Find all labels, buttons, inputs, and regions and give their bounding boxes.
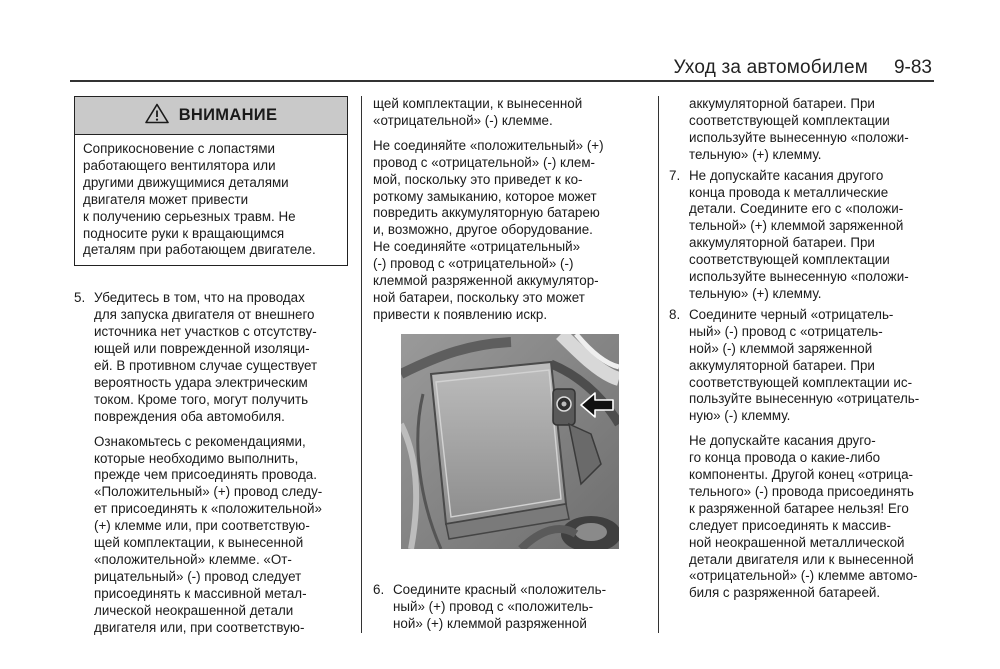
step-7 [669,168,947,303]
warning-header [75,97,347,135]
step-number: 5. [74,290,86,306]
continuation-text: аккумуляторной батареи. При соответствующей комплектации используйте вынесенную «положи- тельную» (+) клемму. [689,96,909,162]
step-5 [74,290,354,636]
step-8-text: Соедините черный «отрицатель- ный» (-) провод с «отрицатель- ной» (-) клеммой заряженной аккумуляторной батареи. При соответствующей комплектации ис- пользуйте вынесенную «отрицатель- ную» (-) клемму. [689,306,920,424]
column-divider [658,96,659,633]
page-number: 9-83 [893,57,932,78]
column-1 [74,96,354,636]
step-number: 6. [373,581,385,597]
section-title: Уход за автомобилем [673,57,868,78]
step-8-note: Не допускайте касания друго- го конца провода о какие-либо компоненты. Другой конец «отрица- тельного» (-) провода присоединять к разряженной батарее нельзя! Его следует присоединять к массив- ной неокрашенной металлической детали двигателя или к вынесенной «отрицательной» (-) клемме автомо- биля с разряженной батареей. [689,433,918,601]
engine-fuse-box-photo [401,334,619,549]
column-divider [361,96,362,633]
step-8 [669,307,947,602]
step-number: 8. [669,306,681,322]
warning-box [74,96,348,266]
step-6-text: Соедините красный «положитель- ный» (+) провод с «положитель- ной» (+) клеммой разряженной [393,581,607,631]
step-7-text: Не допускайте касания другого конца провода к металлические детали. Соедините его с «положи- тельной» (+) клеммой заряженной аккумуляторной батареи. При соответствующей комплектации используйте вынесенную «положи- тельную» (+) клемму. [689,167,909,301]
column-3 [669,96,947,602]
step-5-note: Ознакомьтесь с рекомендациями, которые необходимо выполнить, прежде чем присоединять провода. «Положительный» (+) провод следу- ет присоединять к «положительной» (+) клемме или, при соответствую- щей комплектации, к вынесенной «положительной» клемме. «От- рицательный» (-) провод следует присоединять к массивной метал- лической неокрашенной детали двигателя или, при соответствую- [94,433,323,635]
header-divider [70,80,934,82]
caution-text: Не соединяйте «положительный» (+) провод с «отрицательной» (-) клем- мой, поскольку это приведет к ко- роткому замыканию, которое может повредить аккумуляторную батарею и, возможно, другое оборудование. Не соединяйте «отрицательный» (-) провод с «отрицательной» (-) клеммой разряженной аккумулятор- ной батареи, поскольку это может привести к появлению искр. [373,137,604,322]
continuation-text: щей комплектации, к вынесенной «отрицательной» (-) клемме. [373,96,583,128]
warning-triangle-icon [145,103,169,129]
step-5-text: Убедитесь в том, что на проводах для запуска двигателя от внешнего источника нет участков с отсутству- ющей или поврежденной изоляци- ей. В противном случае существует вероятность удара электрическим током. Кроме того, могут получить повреждения оба автомобиля. [94,290,318,424]
step-6 [373,582,649,633]
step-number: 7. [669,167,681,183]
arrow-pointer-icon [579,390,615,420]
warning-title: ВНИМАНИЕ [178,106,278,125]
warning-text: Соприкосновение с лопастями работающего вентилятора или другими движущимися деталями двигателя может привести к получению серьезных травм. Не подносите руки к вращающимся деталям при работающем двигателе. [83,141,316,258]
